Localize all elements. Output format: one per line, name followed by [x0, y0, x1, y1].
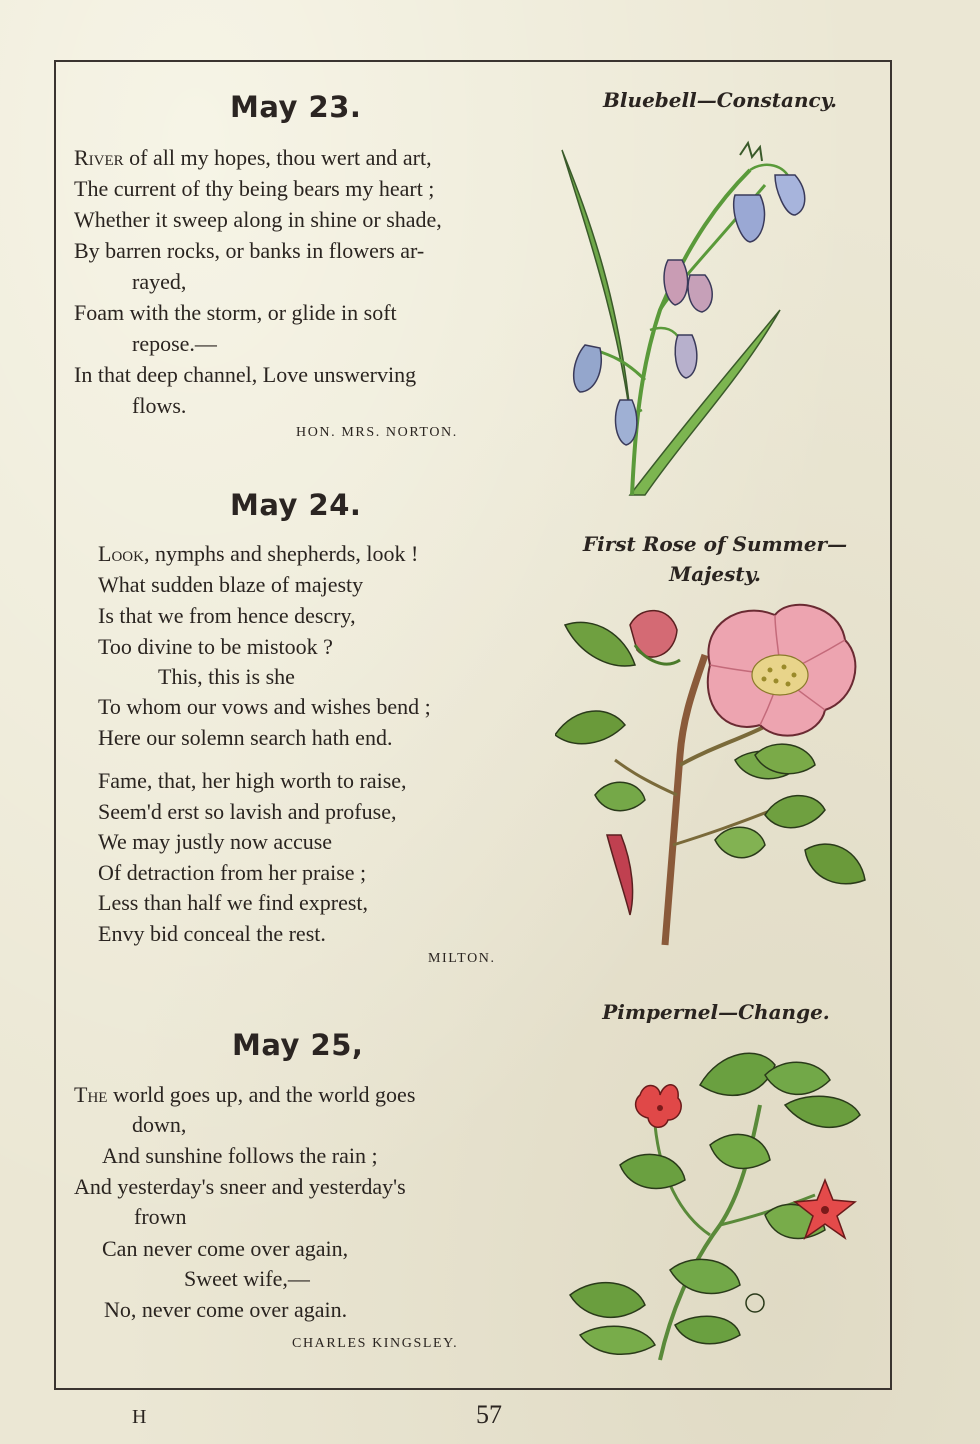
wild-rose-icon: [555, 595, 875, 955]
poem-line: Look, nymphs and shepherds, look !: [98, 541, 419, 566]
caption-rose-line2: Majesty.: [669, 562, 761, 586]
bluebell-icon: [550, 130, 840, 500]
poem-author: MILTON.: [428, 951, 496, 966]
entry-date: May 24.: [230, 488, 362, 522]
poem-line: This, this is she: [158, 664, 295, 689]
poem-author: HON. MRS. NORTON.: [296, 425, 458, 440]
poem-line: We may justly now accuse: [98, 829, 333, 854]
caption-bluebell: Bluebell—Constancy.: [603, 88, 837, 112]
poem-line: And yesterday's sneer and yesterday's: [74, 1174, 406, 1199]
poem-line: Can never come over again,: [102, 1236, 349, 1261]
poem-line: River of all my hopes, thou wert and art,: [74, 145, 432, 170]
poem-line: repose.—: [132, 331, 217, 356]
poem-line: flows.: [132, 393, 187, 418]
poem-line: To whom our vows and wishes bend ;: [98, 694, 431, 719]
pimpernel-icon: [560, 1045, 870, 1365]
poem-line: rayed,: [132, 269, 187, 294]
poem-line: Fame, that, her high worth to raise,: [98, 768, 407, 793]
poem-line: In that deep channel, Love unswerving: [74, 362, 417, 387]
entry-date: May 25,: [232, 1028, 364, 1062]
poem-line: Foam with the storm, or glide in soft: [74, 300, 397, 325]
poem-author: CHARLES KINGSLEY.: [292, 1336, 459, 1351]
caption-rose-line1: First Rose of Summer—: [582, 532, 848, 556]
page-number: 57: [476, 1400, 502, 1429]
poem-line: frown: [134, 1204, 187, 1229]
caption-pimpernel: Pimpernel—Change.: [602, 1000, 830, 1024]
poem-line: What sudden blaze of majesty: [98, 572, 364, 597]
poem-line: The world goes up, and the world goes: [74, 1082, 416, 1107]
poem-line: Seem'd erst so lavish and profuse,: [98, 799, 397, 824]
poem-line: Is that we from hence descry,: [98, 603, 356, 628]
poem-line: No, never come over again.: [104, 1297, 348, 1322]
poem-line: down,: [132, 1112, 187, 1137]
poem-line: Here our solemn search hath end.: [98, 725, 393, 750]
entry-date: May 23.: [230, 90, 362, 124]
poem-line: Sweet wife,—: [184, 1266, 310, 1291]
poem-line: The current of thy being bears my heart ;: [74, 176, 435, 201]
poem-line: Too divine to be mistook ?: [98, 634, 333, 659]
poem-line: By barren rocks, or banks in flowers ar-: [74, 238, 425, 263]
signature-mark: H: [132, 1406, 147, 1428]
poem-line: And sunshine follows the rain ;: [102, 1143, 378, 1168]
poem-line: Envy bid conceal the rest.: [98, 921, 326, 946]
poem-line: Of detraction from her praise ;: [98, 860, 367, 885]
poem-line: Whether it sweep along in shine or shade,: [74, 207, 442, 232]
poem-line: Less than half we find exprest,: [98, 890, 369, 915]
